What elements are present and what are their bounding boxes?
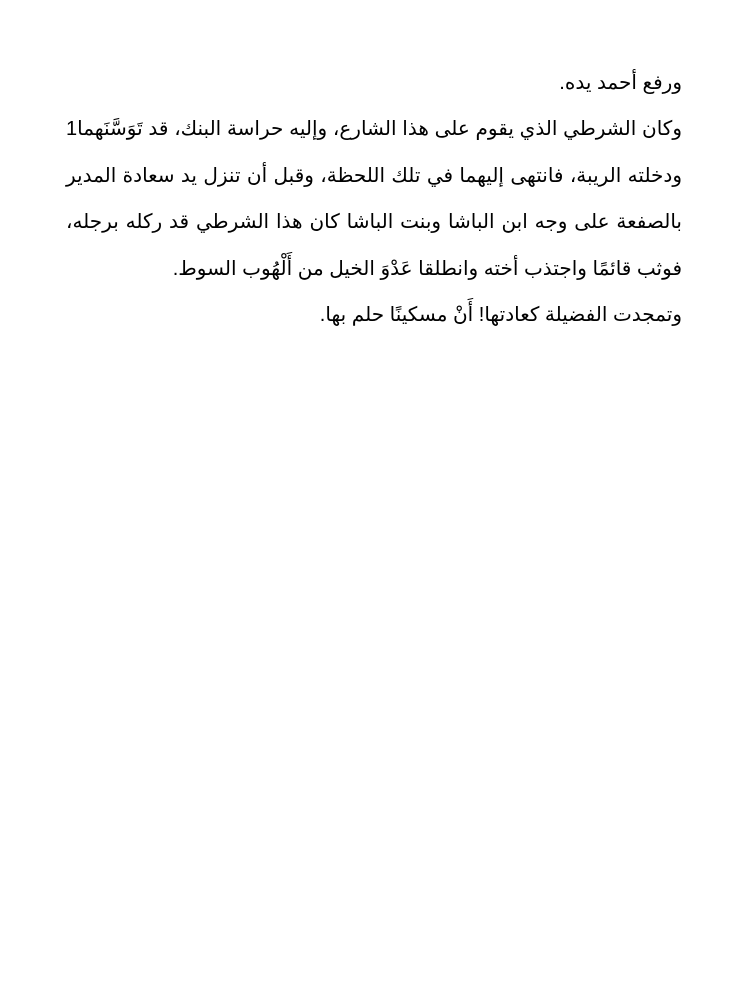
paragraph-3: وتمجدت الفضيلة كعادتها! أَنْ مسكينًا حلم بها. bbox=[319, 304, 682, 327]
paragraph-1: ورفع أحمد يده. bbox=[559, 72, 682, 94]
paragraph-2: وكان الشرطي الذي يقوم على هذا الشارع، وإليه حراسة البنك، قد تَوَسَّنَهما1 ودخلته الريبة، فانتهى إليهما في تلك اللحظة، وقبل أن تنزل يد سعادة المدير بالصفعة على وجه ابن الباشا وبنت الباشا كان هذا الشرطي قد ركله برجله، فوثب قائمًا واجتذب أخته وانطلقا عَدْوَ الخيل من أَلْهُوب السوط. bbox=[66, 118, 682, 280]
document-page bbox=[66, 60, 682, 338]
